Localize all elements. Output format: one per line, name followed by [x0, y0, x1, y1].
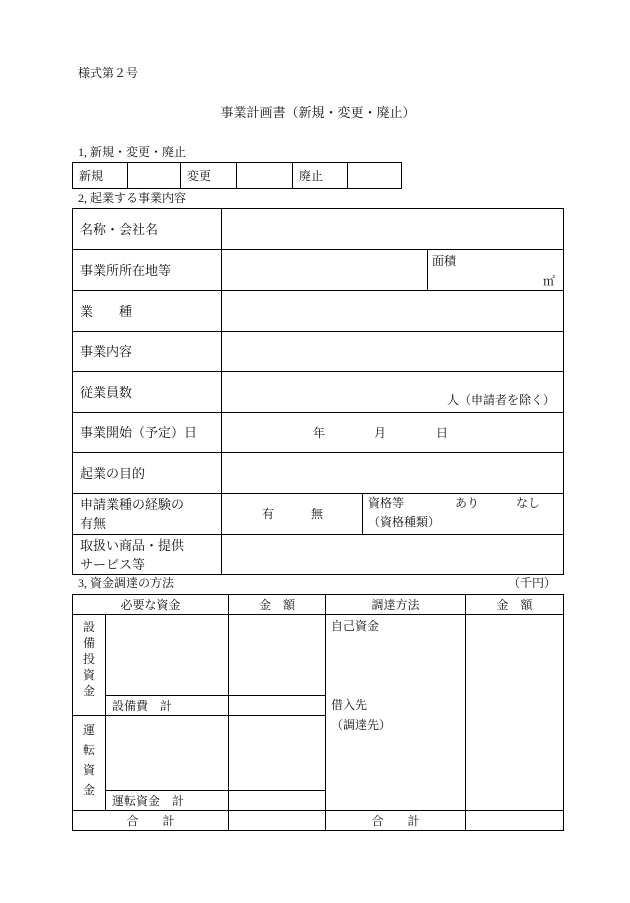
required-funds-header: 必要な資金 [73, 595, 229, 615]
company-name-field[interactable] [222, 209, 564, 250]
required-total-amount-field[interactable] [229, 811, 326, 831]
option-abolish-label: 廃止 [293, 163, 348, 189]
purpose-field[interactable] [222, 453, 564, 494]
industry-field[interactable] [222, 291, 564, 332]
capital-investment-label: 設備投資金 [82, 620, 95, 698]
products-label-line-2: サービス等 [80, 556, 146, 572]
capital-investment-items-field[interactable] [106, 615, 229, 696]
industry-label: 業 種 [73, 291, 222, 332]
borrowing-label: 借入先 [331, 698, 368, 712]
section-2-heading: 2, 起業する事業内容 [78, 191, 187, 205]
working-capital-subtotal-label: 運転資金 計 [106, 791, 229, 811]
required-amount-header: 金 額 [229, 595, 326, 615]
qualification-yes-option: あり [455, 496, 480, 510]
method-total-label: 合 計 [326, 811, 466, 831]
application-type-table [72, 162, 402, 189]
area-label: 面積 [432, 254, 457, 268]
experience-yes-no-field[interactable] [222, 494, 363, 535]
business-content-label: 事業内容 [73, 332, 222, 372]
business-details-table [72, 208, 564, 575]
section-3-heading: 3, 資金調達の方法 [78, 576, 175, 590]
qualification-label: 資格等 [368, 496, 405, 510]
borrowing-source-label: （調達先） [331, 718, 392, 732]
section-1-heading: 1, 新規・変更・廃止 [78, 145, 187, 159]
capital-investment-amount-field[interactable] [229, 615, 326, 696]
option-change-label: 変更 [181, 163, 237, 189]
working-capital-label-cell [73, 716, 106, 811]
company-name-label: 名称・会社名 [73, 209, 222, 250]
working-capital-amount-field[interactable] [229, 716, 326, 791]
start-date-label: 事業開始（予定）日 [73, 413, 222, 453]
funding-methods-amount-field[interactable] [466, 615, 564, 811]
products-label-line-1: 取扱い商品・提供 [80, 537, 185, 553]
date-year-label: 年 [313, 426, 326, 440]
products-label [73, 535, 222, 575]
experience-label-line-1: 申請業種の経験の [80, 497, 185, 512]
option-abolish-check-field[interactable] [348, 163, 402, 189]
employees-field[interactable] [222, 372, 564, 413]
funding-table [72, 594, 564, 831]
business-content-field[interactable] [222, 332, 564, 372]
products-field[interactable] [222, 535, 564, 575]
experience-label-line-2: 有無 [80, 516, 107, 531]
capital-investment-label-cell [73, 615, 106, 716]
option-change-check-field[interactable] [237, 163, 293, 189]
method-total-amount-field[interactable] [466, 811, 564, 831]
area-unit: ㎡ [542, 274, 555, 288]
funding-unit-label: （千円） [508, 576, 557, 590]
date-day-label: 日 [436, 426, 449, 440]
experience-no-option: 無 [311, 507, 324, 521]
location-label: 事業所所在地等 [73, 250, 222, 291]
option-new-label: 新規 [73, 163, 128, 189]
employees-label: 従業員数 [73, 372, 222, 413]
employees-unit: 人（申請者を除く） [446, 393, 555, 407]
experience-yes-option: 有 [262, 507, 275, 521]
working-capital-label: 運転資金 [82, 723, 95, 797]
location-field[interactable] [222, 250, 428, 291]
equipment-subtotal-label: 設備費 計 [106, 696, 229, 716]
purpose-label: 起業の目的 [73, 453, 222, 494]
funding-methods-field[interactable] [326, 615, 466, 811]
funding-method-header: 調達方法 [326, 595, 466, 615]
option-new-check-field[interactable] [128, 163, 181, 189]
qualification-field[interactable] [363, 494, 564, 535]
funding-method-amount-header: 金 額 [466, 595, 564, 615]
qualification-no-option: なし [516, 496, 541, 510]
required-total-label: 合 計 [73, 811, 229, 831]
equipment-subtotal-amount-field[interactable] [229, 696, 326, 716]
area-field[interactable] [428, 250, 564, 291]
form-number: 様式第２号 [78, 66, 139, 80]
form-title: 事業計画書（新規・変更・廃止） [220, 105, 416, 120]
own-funds-label: 自己資金 [331, 619, 380, 633]
experience-label [73, 494, 222, 535]
working-capital-subtotal-amount-field[interactable] [229, 791, 326, 811]
start-date-field[interactable] [222, 413, 564, 453]
working-capital-items-field[interactable] [106, 716, 229, 791]
qualification-type-label: （資格種類） [368, 515, 441, 529]
date-month-label: 月 [374, 426, 387, 440]
